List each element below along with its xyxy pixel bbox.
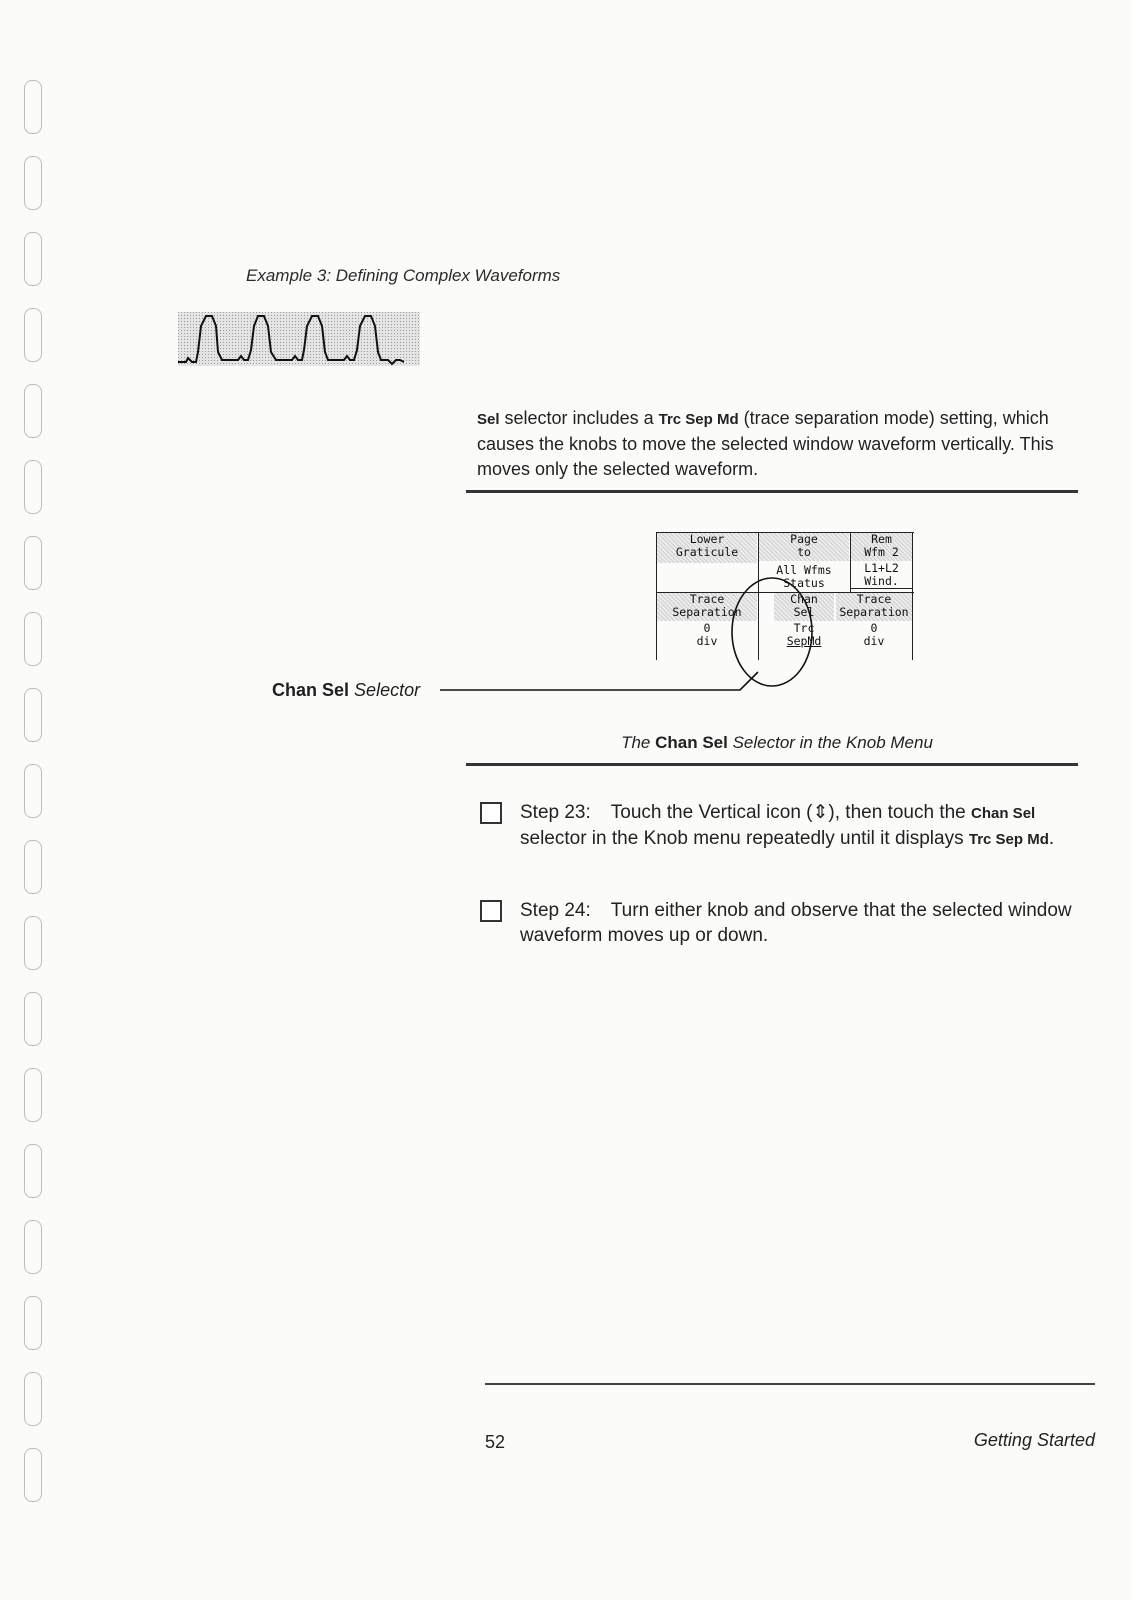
chan-sel-cell-top: Chan Sel — [774, 593, 834, 621]
binder-hole — [24, 688, 42, 742]
binder-hole — [24, 764, 42, 818]
binder-hole — [24, 1220, 42, 1274]
binder-hole — [24, 992, 42, 1046]
vertical-arrow-icon: ⇕ — [812, 802, 829, 823]
page-to-status-cell-top: Page to — [759, 533, 849, 561]
chan-sel-cell-bottom: Trc SepMd — [786, 621, 822, 648]
rem-wfm-cell-top: Rem Wfm 2 — [851, 533, 912, 561]
checkbox-icon[interactable] — [480, 802, 502, 824]
section-rule — [466, 490, 1078, 493]
binder-hole — [24, 840, 42, 894]
step-24-text: Step 24: Turn either knob and observe that the selected window waveform moves up or down. — [520, 900, 1072, 946]
step-23-text: Step 23: Touch the Vertical icon (⇕), then touch the Chan Sel selector in the Knob menu repeatedly until it displays Trc Sep Md. — [520, 802, 1055, 849]
binder-hole — [24, 1296, 42, 1350]
binder-hole — [24, 1068, 42, 1122]
binder-hole — [24, 384, 42, 438]
trace-separation-right-cell-top: Trace Separation — [836, 593, 912, 621]
trace-separation-right-cell-bottom: 0 div — [863, 621, 885, 648]
leader-line — [440, 672, 758, 690]
running-title: Getting Started — [973, 1430, 1095, 1450]
section-rule — [466, 763, 1078, 766]
intro-paragraph: Sel selector includes a Trc Sep Md (trace separation mode) setting, which causes the knobs to move the selected window waveform vertically. This moves only the selected waveform. — [477, 408, 1054, 479]
knob-menu-diagram — [656, 532, 914, 660]
trace-separation-left-cell-top: Trace Separation — [657, 593, 757, 621]
section-title: Example 3: Defining Complex Waveforms — [246, 266, 561, 285]
binder-holes — [24, 80, 50, 1520]
binder-hole — [24, 308, 42, 362]
footer-rule — [485, 1383, 1095, 1385]
pulse-waveform-icon — [178, 312, 430, 374]
rem-wfm-cell-bottom: L1+L2 Wind. — [864, 561, 899, 588]
binder-hole — [24, 460, 42, 514]
binder-hole — [24, 1448, 42, 1502]
binder-hole — [24, 612, 42, 666]
binder-hole — [24, 80, 42, 134]
checkbox-icon[interactable] — [480, 900, 502, 922]
binder-hole — [24, 916, 42, 970]
lower-graticule-cell: Lower Graticule — [657, 533, 757, 563]
callout-label: Chan Sel Selector — [272, 680, 421, 700]
trace-separation-left-cell-bottom: 0 div — [696, 621, 718, 648]
binder-hole — [24, 1144, 42, 1198]
page-number: 52 — [485, 1432, 506, 1452]
binder-hole — [24, 536, 42, 590]
binder-hole — [24, 1372, 42, 1426]
figure-caption: The Chan Sel Selector in the Knob Menu — [621, 733, 933, 752]
binder-hole — [24, 156, 42, 210]
page-to-status-cell-bottom: All Wfms Status — [776, 563, 832, 590]
binder-hole — [24, 232, 42, 286]
